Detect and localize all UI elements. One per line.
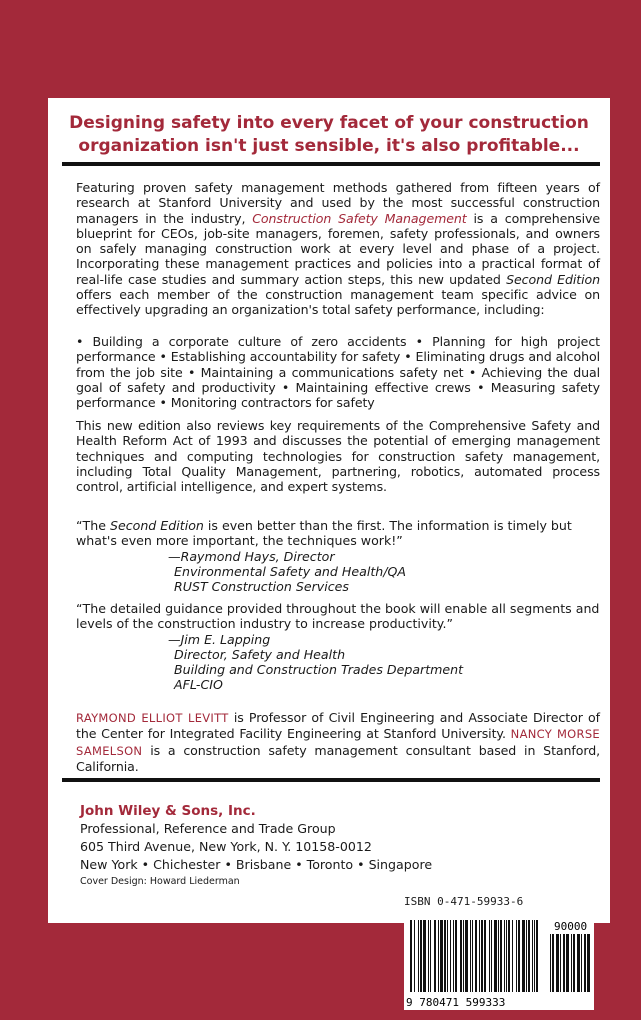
author-1-bio: is Professor of Civil Engineering and Associate Director of the Center for Integrated Facility Engineering at Stanford University. bbox=[76, 710, 600, 742]
testimonial-2 bbox=[76, 601, 600, 693]
price-code: 90000 bbox=[554, 920, 588, 933]
bottom-divider bbox=[62, 778, 600, 782]
headline-line-2: organization isn't just sensible, it's also profitable... bbox=[78, 136, 580, 156]
testimonial-2-text: “The detailed guidance provided throughout the book will enable all segments and levels of the construction industry to increase productivity.” bbox=[76, 601, 600, 632]
back-cover-panel bbox=[48, 98, 610, 923]
paragraph-2: This new edition also reviews key requirements of the Comprehensive Safety and Health Reform Act of 1993 and discusses the potential of emerging management techniques and computing technologies for construction safety management, including Total Quality Management, partnering, robotics, automated process control, artificial intelligence, and expert systems. bbox=[76, 418, 600, 495]
cover-design-credit: Cover Design: Howard Liederman bbox=[80, 876, 240, 887]
publisher-group: Professional, Reference and Trade Group bbox=[80, 821, 336, 836]
testimonial-2-name: —Jim E. Lapping bbox=[168, 631, 271, 647]
isbn-label bbox=[404, 895, 594, 908]
testimonial-1 bbox=[76, 518, 600, 594]
isbn-number: ISBN 0-471-59933-6 bbox=[404, 895, 524, 908]
barcode-icon bbox=[404, 918, 594, 1010]
testimonial-2-title-1: Director, Safety and Health bbox=[174, 646, 346, 662]
intro-text-c: offers each member of the construction management team specific advice on effectively upgrading an organization's total safety performance, including: bbox=[76, 287, 600, 318]
author-2-bio: is a construction safety management consultant based in Stanford, California. bbox=[76, 742, 600, 774]
testimonial-1-text bbox=[76, 518, 600, 549]
author-1-name: RAYMOND ELLIOT LEVITT bbox=[76, 711, 229, 725]
barcode-number: 9 780471 599333 bbox=[406, 996, 506, 1009]
publisher-block bbox=[80, 802, 432, 874]
headline bbox=[48, 112, 610, 158]
author-bios bbox=[76, 710, 600, 774]
testimonial-2-title-2: Building and Construction Trades Department bbox=[174, 662, 464, 678]
intro-text-a: Featuring proven safety management methods gathered from fifteen years of research at Stanford University and used by the most successful construction managers in the industry, bbox=[76, 180, 600, 226]
publisher-address: 605 Third Avenue, New York, N. Y. 10158-0012 bbox=[80, 839, 372, 854]
top-divider bbox=[62, 162, 600, 166]
bullet-list: • Building a corporate culture of zero accidents • Planning for high project performance • Establishing accountability for safety • Eliminating drugs and alcohol from the job site • Maintaining a communications safety net • Achieving the dual goal of safety and productivity • Maintaining effective crews • Measuring safety performance • Monitoring contractors for safety bbox=[76, 334, 600, 411]
headline-line-1: Designing safety into every facet of your construction bbox=[69, 113, 589, 133]
quote1-open: “The bbox=[76, 518, 110, 533]
testimonial-1-title-2: RUST Construction Services bbox=[174, 579, 349, 595]
intro-paragraph bbox=[76, 180, 600, 318]
publisher-cities: New York • Chichester • Brisbane • Toronto • Singapore bbox=[80, 857, 433, 872]
book-title: Construction Safety Management bbox=[252, 210, 467, 226]
quote1-edition: Second Edition bbox=[109, 518, 204, 533]
barcode bbox=[404, 918, 594, 1010]
quote1-rest: is even better than the first. The information is timely but what's even more important, the techniques work!” bbox=[76, 518, 572, 549]
testimonial-1-title-1: Environmental Safety and Health/QA bbox=[174, 563, 407, 579]
author-2-name: NANCY MORSE SAMELSON bbox=[76, 727, 600, 758]
testimonial-2-title-3: AFL-CIO bbox=[174, 677, 223, 693]
testimonial-1-name: —Raymond Hays, Director bbox=[168, 548, 335, 564]
intro-text-b: is a comprehensive blueprint for CEOs, job-site managers, foremen, safety professionals, and owners on safely managing construction work at every level and phase of a project. Incorporating these management practices and policies into a practical format of real-life case studies and summary action steps, this new updated bbox=[76, 210, 600, 287]
publisher-name: John Wiley & Sons, Inc. bbox=[80, 803, 256, 819]
edition-label: Second Edition bbox=[506, 271, 600, 287]
